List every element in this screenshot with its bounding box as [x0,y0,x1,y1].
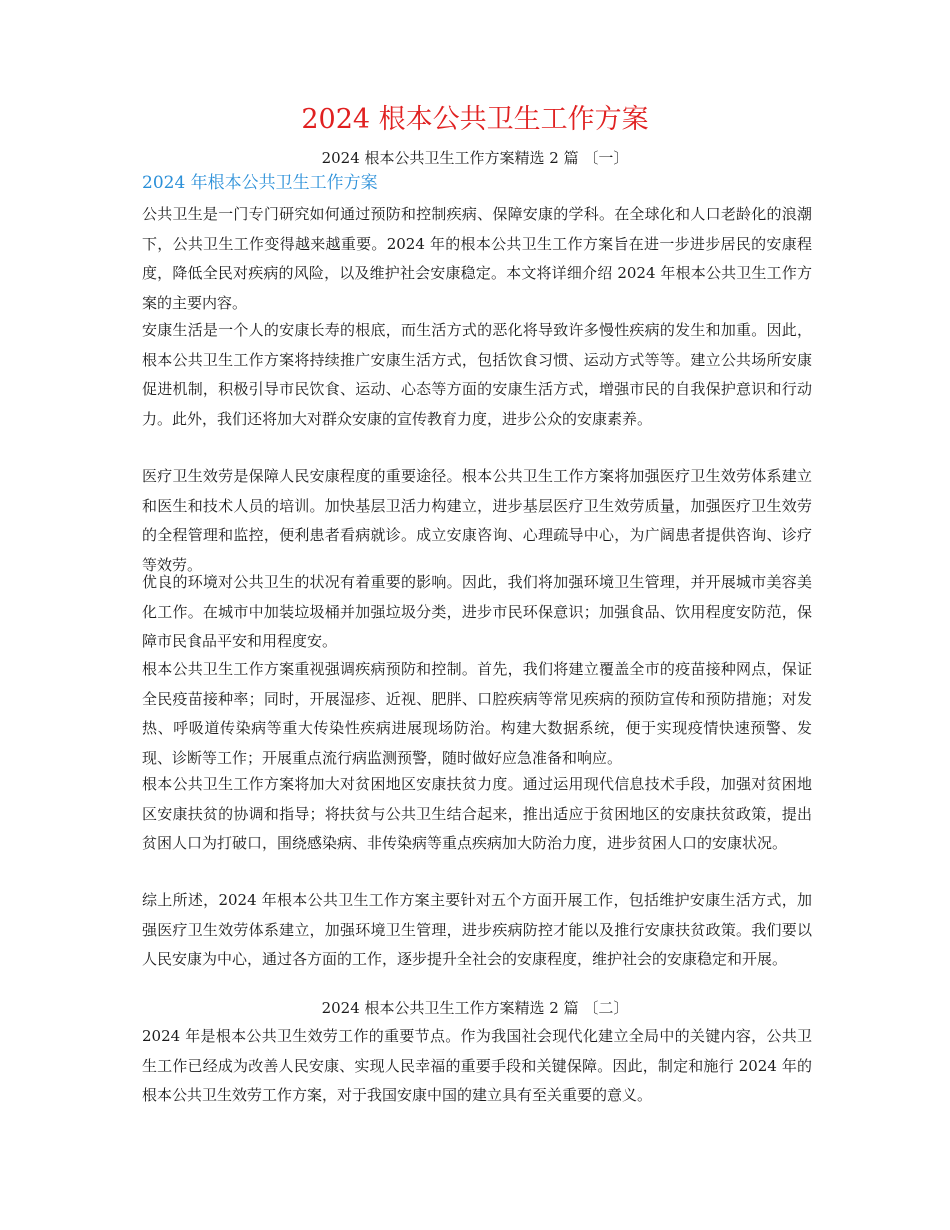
paragraph: 医疗卫生效劳是保障人民安康程度的重要途径。根本公共卫生工作方案将加强医疗卫生效劳体系建立和医生和技术人员的培训。加快基层卫活力构建立，进步基层医疗卫生效劳质量，加强医疗卫生效劳的全程管理和监控，便利患者看病就诊。成立安康咨询、心理疏导中心，为广阔患者提供咨询、诊疗等效劳。 [142,467,812,574]
part2-subtitle: 2024 根本公共卫生工作方案精选 2 篇 〔二〕 [321,999,629,1017]
paragraph: 综上所述，2024 年根本公共卫生工作方案主要针对五个方面开展工作，包括维护安康生活方式，加强医疗卫生效劳体系建立，加强环境卫生管理，进步疾病防控才能以及推行安康扶贫政策。我们要以人民安康为中心，通过各方面的工作，逐步提升全社会的安康程度，维护社会的安康稳定和开展。 [142,891,812,968]
paragraph: 2024 年是根本公共卫生效劳工作的重要节点。作为我国社会现代化建立全局中的关键内容，公共卫生工作已经成为改善人民安康、实现人民幸福的重要手段和关键保障。因此，制定和施行 2024 年的根本公共卫生效劳工作方案，对于我国安康中国的建立具有至关重要的意义。 [142,1027,812,1104]
part1-subtitle: 2024 根本公共卫生工作方案精选 2 篇 〔一〕 [321,149,629,167]
paragraph: 根本公共卫生工作方案将加大对贫困地区安康扶贫力度。通过运用现代信息技术手段，加强对贫困地区安康扶贫的协调和指导；将扶贫与公共卫生结合起来，推出适应于贫困地区的安康扶贫政策，提出贫困人口为打破口，围绕感染病、非传染病等重点疾病加大防治力度，进步贫困人口的安康状况。 [142,775,812,852]
paragraph: 优良的环境对公共卫生的状况有着重要的影响。因此，我们将加强环境卫生管理，并开展城市美容美化工作。在城市中加装垃圾桶并加强垃圾分类，进步市民环保意识；加强食品、饮用程度安防范，保障市民食品平安和用程度安。 [142,573,812,650]
document-title: 2024 根本公共卫生工作方案 [301,104,649,135]
paragraph: 公共卫生是一门专门研究如何通过预防和控制疾病、保障安康的学科。在全球化和人口老龄化的浪潮下，公共卫生工作变得越来越重要。2024 年的根本公共卫生工作方案旨在进一步进步居民的安康程度，降低全民对疾病的风险，以及维护社会安康稳定。本文将详细介绍 2024 年根本公共卫生工作方案的主要内容。 [142,205,812,312]
paragraph: 安康生活是一个人的安康长寿的根底，而生活方式的恶化将导致许多慢性疾病的发生和加重。因此，根本公共卫生工作方案将持续推广安康生活方式，包括饮食习惯、运动方式等等。建立公共场所安康促进机制，积极引导市民饮食、运动、心态等方面的安康生活方式，增强市民的自我保护意识和行动力。此外，我们还将加大对群众安康的宣传教育力度，进步公众的安康素养。 [142,321,812,428]
paragraph: 根本公共卫生工作方案重视强调疾病预防和控制。首先，我们将建立覆盖全市的疫苗接种网点，保证全民疫苗接种率；同时，开展湿疹、近视、肥胖、口腔疾病等常见疾病的预防宣传和预防措施；对发热、呼吸道传染病等重大传染性疾病进展现场防治。构建大数据系统，便于实现疫情快速预警、发现、诊断等工作；开展重点流行病监测预警，随时做好应急准备和响应。 [142,660,812,767]
section-heading: 2024 年根本公共卫生工作方案 [142,173,378,193]
